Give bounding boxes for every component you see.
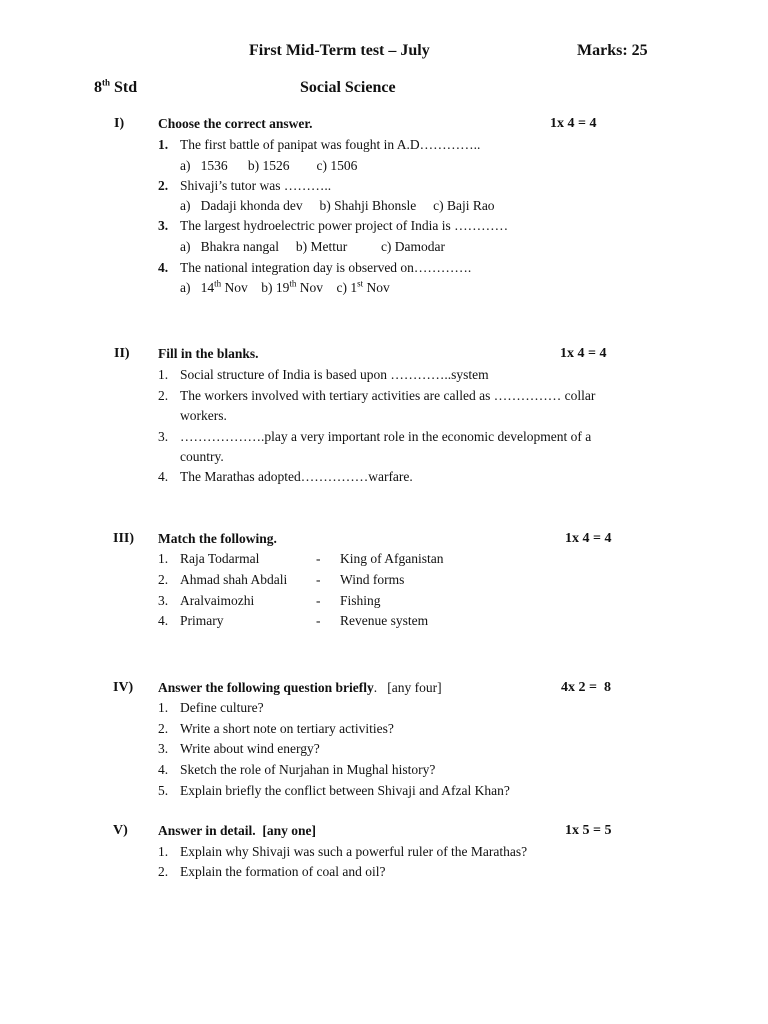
section-4-marks: 4x 2 = 8	[561, 680, 611, 695]
subject-title: Social Science	[300, 79, 396, 96]
mcq-1-number: 1.	[158, 137, 169, 152]
brief-4-text: Sketch the role of Nurjahan in Mughal history?	[180, 762, 436, 777]
fill-4-text: The Marathas adopted……………warfare.	[180, 469, 413, 484]
match-4-dash: -	[316, 613, 321, 628]
detail-2-number: 2.	[158, 864, 169, 879]
brief-1-text: Define culture?	[180, 700, 264, 715]
section-5-heading: Answer in detail. [any one]	[158, 823, 317, 838]
mcq-4-opt-a-sup: th	[214, 278, 222, 289]
detail-1-text: Explain why Shivaji was such a powerful ruler of the Marathas?	[180, 844, 528, 859]
fill-2-text: The workers involved with tertiary activities are called as …………… collar	[180, 388, 596, 403]
mcq-4-opt-a: a) 14	[180, 280, 215, 295]
brief-3-number: 3.	[158, 741, 169, 756]
brief-2-number: 2.	[158, 721, 169, 736]
mcq-4-opt-c-sup: st	[357, 278, 364, 289]
section-3-heading: Match the following.	[158, 531, 277, 546]
mcq-4-number: 4.	[158, 260, 169, 275]
brief-5-number: 5.	[158, 783, 169, 798]
match-3-right: Fishing	[340, 593, 381, 608]
match-2-left: Ahmad shah Abdali	[180, 572, 288, 587]
section-4-roman: IV)	[113, 680, 134, 695]
fill-4-number: 4.	[158, 469, 169, 484]
mcq-2-options: a) Dadaji khonda dev b) Shahji Bhonsle c) Baji Rao	[180, 198, 495, 213]
section-1-heading: Choose the correct answer.	[158, 116, 313, 131]
mcq-2-question: Shivaji’s tutor was ………..	[180, 178, 332, 193]
section-2-marks: 1x 4 = 4	[560, 346, 607, 361]
brief-5-text: Explain briefly the conflict between Shivaji and Afzal Khan?	[180, 783, 510, 798]
section-2-heading: Fill in the blanks.	[158, 346, 259, 361]
section-2-roman: II)	[114, 346, 130, 361]
match-4-left: Primary	[180, 613, 224, 628]
exam-title: First Mid-Term test – July	[249, 42, 430, 59]
mcq-3-question: The largest hydroelectric power project of India is …………	[180, 218, 509, 233]
match-4-right: Revenue system	[340, 613, 429, 628]
section-4-heading	[158, 680, 442, 696]
fill-2-text-cont: workers.	[180, 408, 227, 423]
section-3-roman: III)	[113, 531, 135, 546]
match-1-dash: -	[316, 551, 321, 566]
section-4-heading-main: Answer the following question briefly	[158, 680, 374, 695]
detail-1-number: 1.	[158, 844, 169, 859]
match-3-left: Aralvaimozhi	[180, 593, 255, 608]
section-1-roman: I)	[114, 116, 125, 131]
match-1-right: King of Afganistan	[340, 551, 444, 566]
mcq-1-question: The first battle of panipat was fought in A.D…………..	[180, 137, 481, 152]
section-4-heading-tail: . [any four]	[373, 680, 442, 695]
section-5-roman: V)	[113, 823, 128, 838]
fill-2-number: 2.	[158, 388, 169, 403]
total-marks: Marks: 25	[577, 42, 648, 59]
detail-2-text: Explain the formation of coal and oil?	[180, 864, 386, 879]
brief-2-text: Write a short note on tertiary activities?	[180, 721, 394, 736]
match-1-left: Raja Todarmal	[180, 551, 260, 566]
mcq-4-opt-b-sup: th	[289, 278, 297, 289]
brief-3-text: Write about wind energy?	[180, 741, 320, 756]
brief-4-number: 4.	[158, 762, 169, 777]
mcq-3-options: a) Bhakra nangal b) Mettur c) Damodar	[180, 239, 446, 254]
match-3-number: 3.	[158, 593, 169, 608]
class-suffix: th	[102, 77, 111, 88]
match-2-number: 2.	[158, 572, 169, 587]
match-2-right: Wind forms	[340, 572, 405, 587]
fill-1-number: 1.	[158, 367, 169, 382]
fill-3-number: 3.	[158, 429, 169, 444]
class-word: Std	[114, 79, 138, 96]
class-number: 8	[94, 79, 102, 96]
section-1-marks: 1x 4 = 4	[550, 116, 597, 131]
mcq-4-opt-b: Nov b) 19	[221, 280, 290, 295]
mcq-2-number: 2.	[158, 178, 169, 193]
brief-1-number: 1.	[158, 700, 169, 715]
class-standard	[94, 79, 137, 97]
section-3-marks: 1x 4 = 4	[565, 531, 612, 546]
match-2-dash: -	[316, 572, 321, 587]
match-3-dash: -	[316, 593, 321, 608]
mcq-4-opt-end: Nov	[363, 280, 390, 295]
mcq-4-options	[180, 280, 390, 296]
fill-3-text: ……………….play a very important role in the economic development of a	[180, 429, 592, 444]
fill-3-text-cont: country.	[180, 449, 224, 464]
mcq-4-question: The national integration day is observed on………….	[180, 260, 472, 275]
mcq-3-number: 3.	[158, 218, 169, 233]
mcq-1-options: a) 1536 b) 1526 c) 1506	[180, 158, 358, 173]
section-5-marks: 1x 5 = 5	[565, 823, 612, 838]
fill-1-text: Social structure of India is based upon …………..system	[180, 367, 489, 382]
match-1-number: 1.	[158, 551, 169, 566]
match-4-number: 4.	[158, 613, 169, 628]
mcq-4-opt-c: Nov c) 1	[296, 280, 358, 295]
